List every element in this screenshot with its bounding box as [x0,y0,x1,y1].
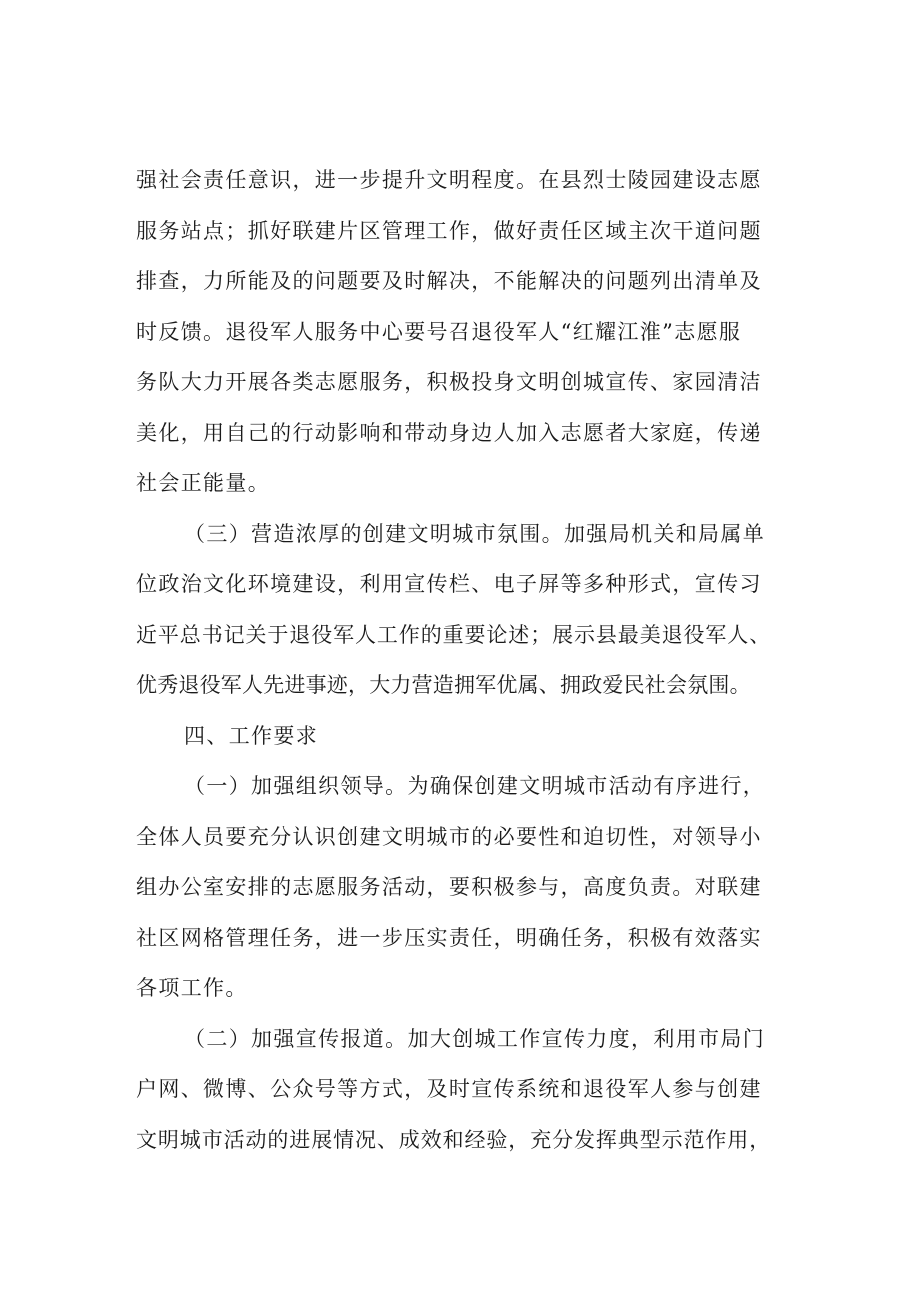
text-line: 优秀退役军人先进事迹，大力营造拥军优属、拥政爱民社会氛围。 [136,673,751,697]
text-line: 排查，力所能及的问题要及时解决，不能解决的问题列出清单及 [136,269,762,293]
text-line: 文明城市活动的进展情况、成效和经验，充分发挥典型示范作用， [136,1127,772,1152]
text-line: 务队大力开展各类志愿服务，积极投身文明创城宣传、家园清洁 [136,370,762,394]
section-heading-three: （三）营造浓厚的创建文明城市氛围。加强局机关和局属单 [184,521,766,546]
text-line: 时反馈。退役军人服务中心要号召退役军人“红耀江淮”志愿服 [136,319,742,344]
section-heading-one: （一）加强组织领导。为确保创建文明城市活动有序进行， [184,774,766,798]
text-line: 近平总书记关于退役军人工作的重要论述；展示县最美退役军人、 [136,622,772,647]
text-line: 各项工作。 [136,976,248,1000]
section-heading-two: （二）加强宣传报道。加大创城工作宣传力度，利用市局门 [184,1026,766,1051]
text-line: 社区网格管理任务，进一步压实责任，明确任务，积极有效落实 [136,925,762,950]
text-line: 位政治文化环境建设，利用宣传栏、电子屏等多种形式，宣传习 [136,572,762,596]
text-line: 美化，用自己的行动影响和带动身边人加入志愿者大家庭，传递 [136,420,762,445]
body-text [136,155,796,1165]
text-line: 户网、微博、公众号等方式，及时宣传系统和退役军人参与创建 [136,1077,762,1101]
text-line: 全体人员要充分认识创建文明城市的必要性和迫切性，对领导小 [136,824,762,849]
text-line: 强社会责任意识，进一步提升文明程度。在县烈士陵园建设志愿 [136,168,762,192]
text-line: 组办公室安排的志愿服务活动，要积极参与，高度负责。对联建 [136,875,762,899]
text-line: 服务站点；抓好联建片区管理工作，做好责任区域主次干道问题 [136,218,762,243]
text-line: 社会正能量。 [136,471,271,495]
section-heading-work-requirements: 四、工作要求 [184,723,319,748]
